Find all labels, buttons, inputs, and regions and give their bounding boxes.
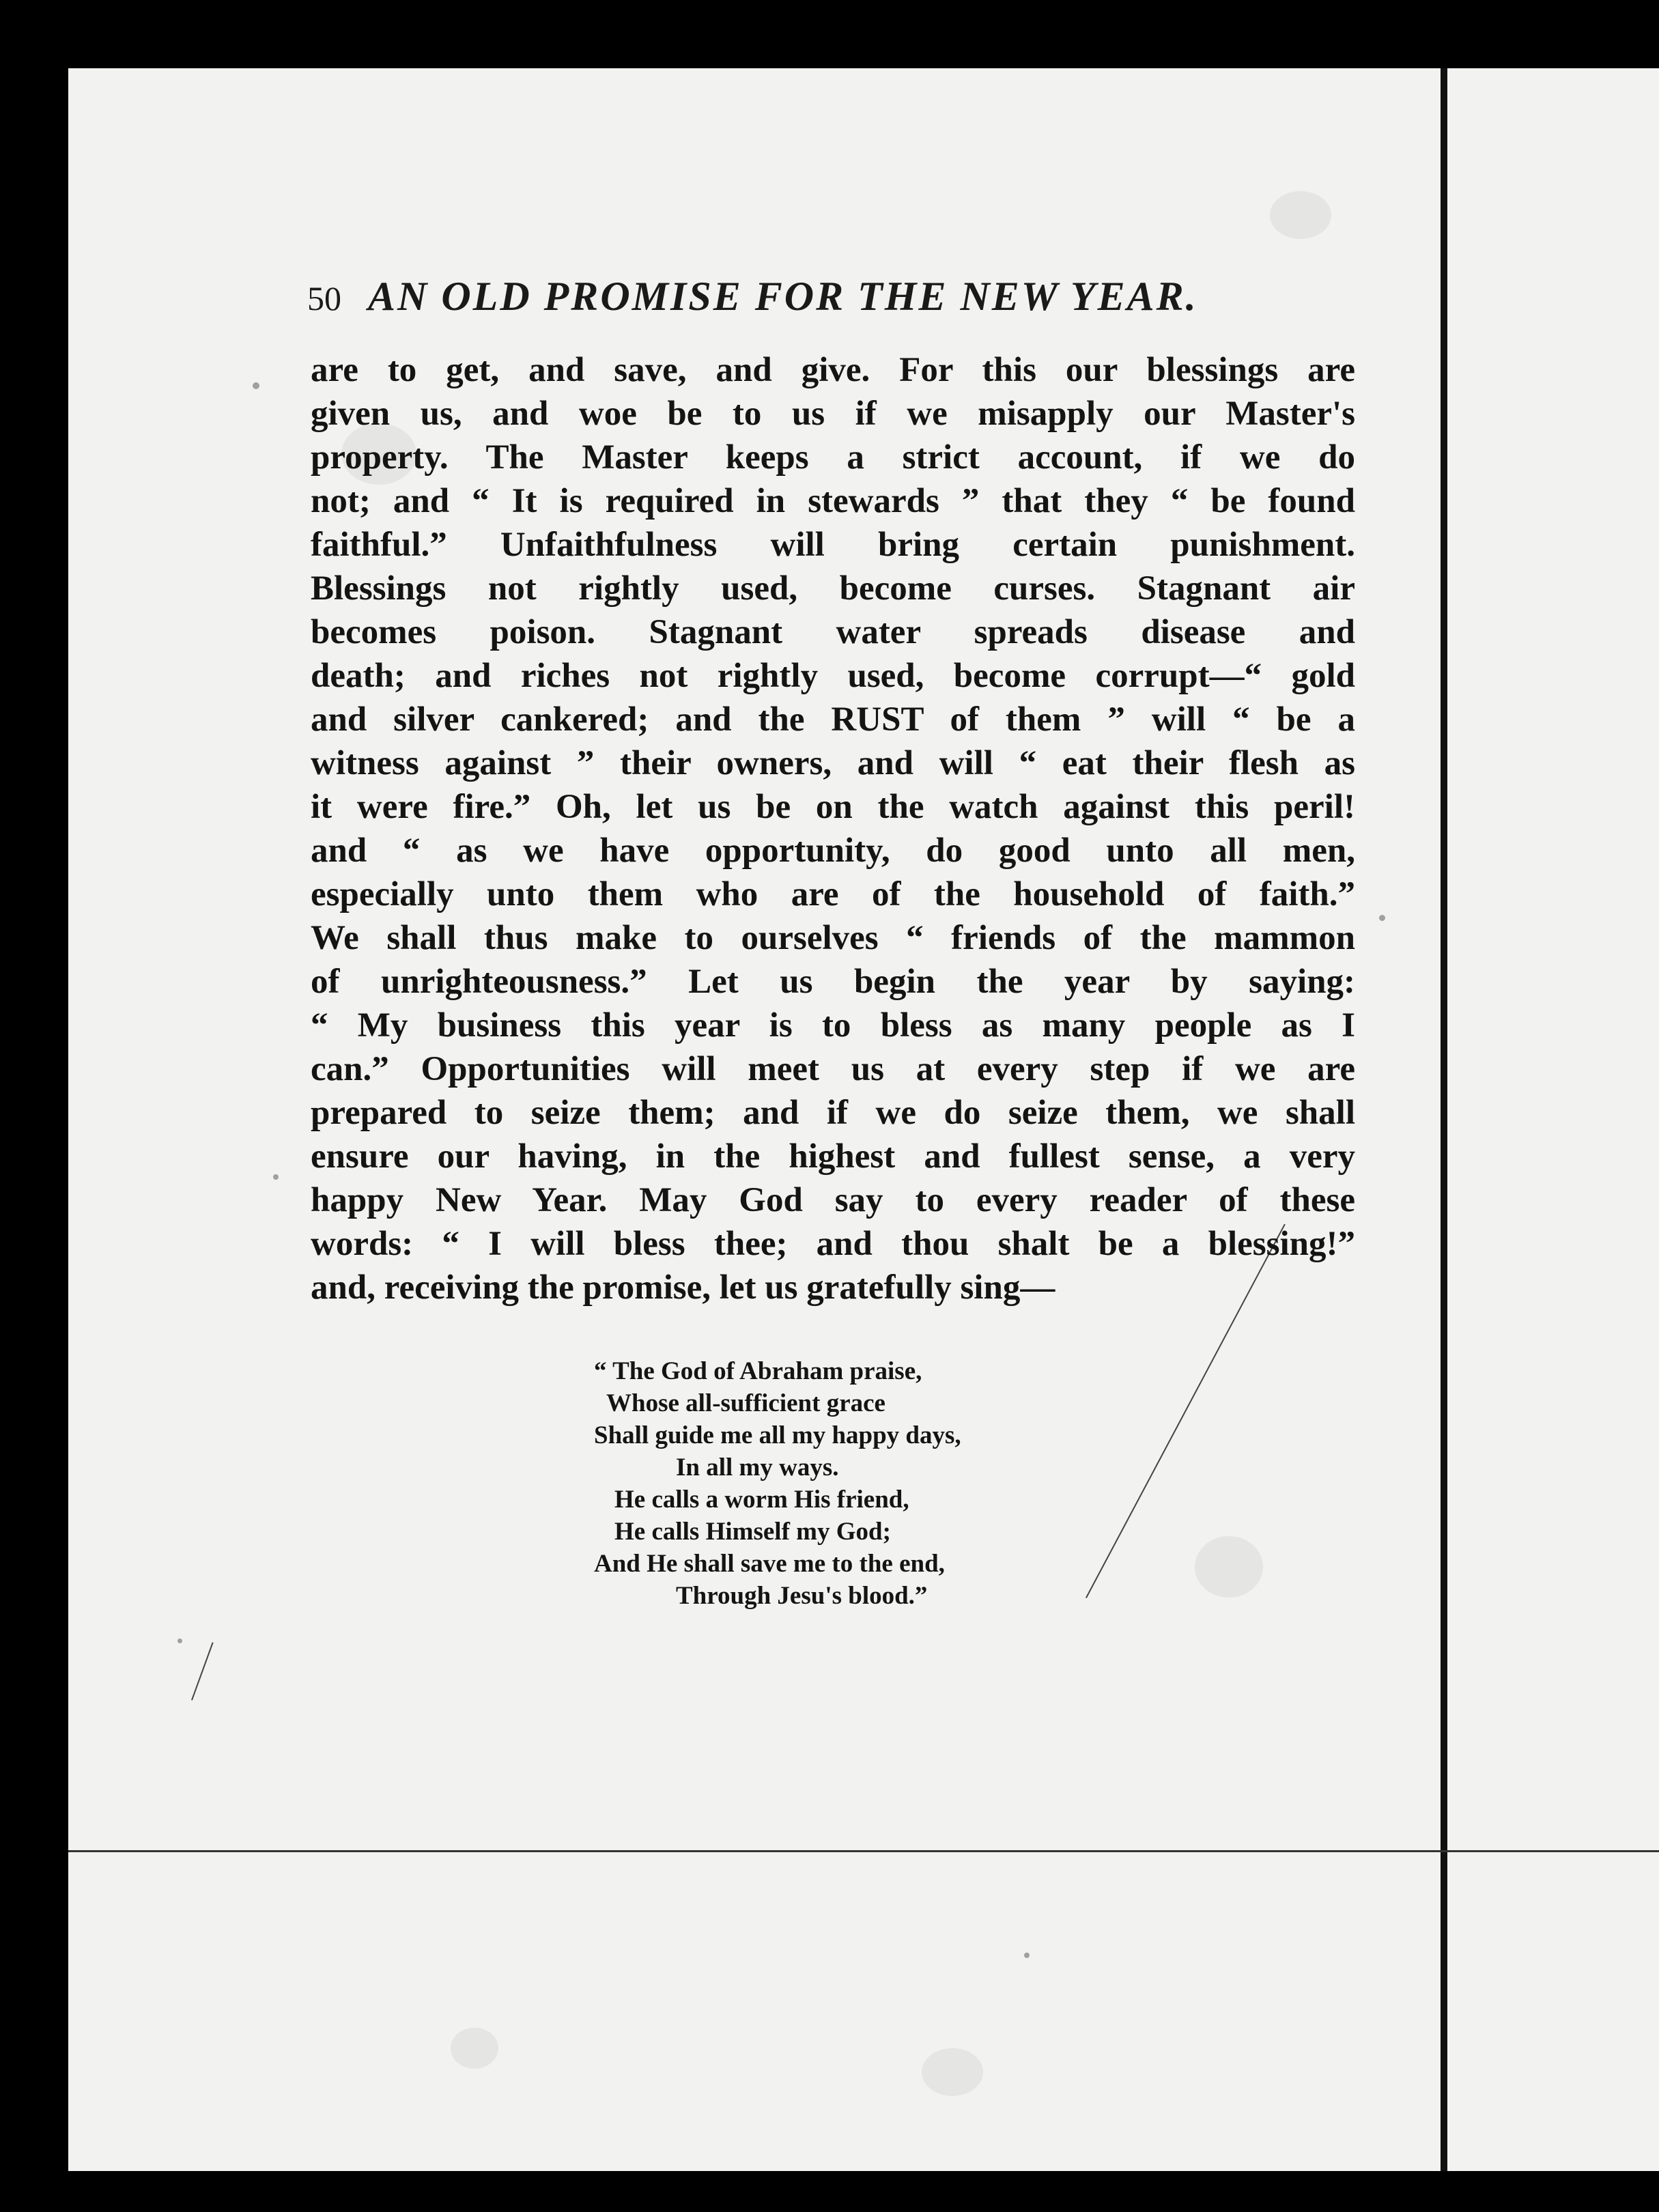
- text-line: Blessings not rightly used, become curses. Stagnant air: [311, 569, 1355, 608]
- page-edge-line: [1441, 68, 1447, 2171]
- text-line: can.” Opportunities will meet us at every step if we are: [311, 1050, 1355, 1088]
- text-line: witness against ” their owners, and will “ eat their flesh as: [311, 744, 1355, 782]
- text-line: prepared to seize them; and if we do seize them, we shall: [311, 1094, 1355, 1132]
- text-line: ensure our having, in the highest and fullest sense, a very: [311, 1137, 1355, 1176]
- stain-mark: [922, 2048, 983, 2096]
- scanned-page: [68, 68, 1659, 2171]
- text-line: are to get, and save, and give. For this our blessings are: [311, 351, 1355, 389]
- text-line: it were fire.” Oh, let us be on the watch against this peril!: [311, 788, 1355, 826]
- text-line: and silver cankered; and the RUST of them ” will “ be a: [311, 700, 1355, 739]
- speck-mark: [1379, 915, 1385, 921]
- stain-mark: [1270, 191, 1331, 239]
- text-line: becomes poison. Stagnant water spreads disease and: [311, 613, 1355, 651]
- verse-line: In all my ways.: [676, 1454, 839, 1481]
- verse-line: And He shall save me to the end,: [594, 1550, 945, 1578]
- verse-line: Through Jesu's blood.”: [676, 1582, 928, 1610]
- verse-line: Whose all-sufficient grace: [606, 1389, 885, 1417]
- speck-mark: [178, 1639, 182, 1643]
- verse-line: Shall guide me all my happy days,: [594, 1421, 961, 1449]
- verse-line: He calls a worm His friend,: [614, 1486, 909, 1514]
- scan-divider-line: [68, 1850, 1659, 1852]
- text-line: especially unto them who are of the household of faith.”: [311, 875, 1355, 913]
- verse-line: He calls Himself my God;: [614, 1518, 891, 1546]
- speck-mark: [1024, 1953, 1030, 1958]
- speck-mark: [253, 382, 259, 389]
- text-line: death; and riches not rightly used, become corrupt—“ gold: [311, 657, 1355, 695]
- stain-mark: [1195, 1536, 1263, 1598]
- page-number: 50: [307, 279, 341, 317]
- text-line: words: “ I will bless thee; and thou shalt be a blessing!”: [311, 1225, 1355, 1263]
- running-title: AN OLD PROMISE FOR THE NEW YEAR.: [368, 274, 1198, 319]
- hymn-verse: [594, 1355, 961, 1612]
- text-line: given us, and woe be to us if we misapply our Master's: [311, 395, 1355, 433]
- text-line: and “ as we have opportunity, do good unto all men,: [311, 832, 1355, 870]
- scratch-mark: [191, 1642, 214, 1700]
- verse-line: “ The God of Abraham praise,: [594, 1357, 922, 1385]
- text-line: property. The Master keeps a strict account, if we do: [311, 438, 1355, 477]
- text-line: of unrighteousness.” Let us begin the year by saying:: [311, 963, 1355, 1001]
- stain-mark: [451, 2028, 498, 2069]
- text-line: not; and “ It is required in stewards ” that they “ be found: [311, 482, 1355, 520]
- running-header: [307, 273, 1198, 320]
- text-line: happy New Year. May God say to every reader of these: [311, 1181, 1355, 1219]
- text-line: We shall thus make to ourselves “ friends of the mammon: [311, 919, 1355, 957]
- text-line: “ My business this year is to bless as many people as I: [311, 1006, 1355, 1045]
- body-paragraph: [311, 348, 1355, 1309]
- text-line: faithful.” Unfaithfulness will bring certain punishment.: [311, 526, 1355, 564]
- text-line: and, receiving the promise, let us gratefully sing—: [311, 1268, 1055, 1307]
- speck-mark: [273, 1174, 279, 1180]
